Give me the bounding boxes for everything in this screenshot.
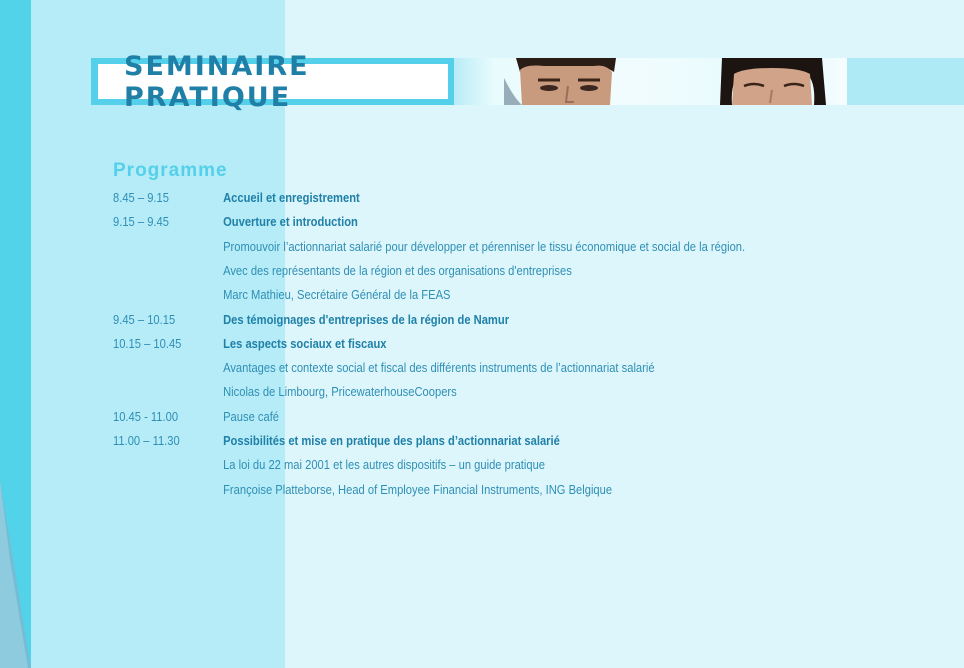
title-inner xyxy=(98,50,448,113)
title-box xyxy=(91,50,454,113)
programme-item-text: Accueil et enregistrement xyxy=(223,190,360,205)
programme-time: 10.15 – 10.45 xyxy=(113,335,182,351)
programme-item-text: Promouvoir l’actionnariat salarié pour développer et pérenniser le tissu économique et social de la région. xyxy=(223,238,746,254)
left-bar-shadow xyxy=(0,0,31,668)
programme-row xyxy=(113,382,457,402)
programme-row xyxy=(113,455,545,475)
programme-row xyxy=(113,480,612,500)
woman-portrait xyxy=(720,58,826,105)
programme-time: 9.15 – 9.45 xyxy=(113,214,169,230)
programme-item-text: La loi du 22 mai 2001 et les autres dispositifs – un guide pratique xyxy=(223,457,546,473)
programme-item-text: Ouverture et introduction xyxy=(223,214,358,230)
programme-item-text: Possibilités et mise en pratique des plans d’actionnariat salarié xyxy=(223,433,560,448)
programme-heading: Programme xyxy=(113,160,228,181)
programme-item-text: Françoise Platteborse, Head of Employee Financial Instruments, ING Belgique xyxy=(223,481,613,497)
programme-time: 8.45 – 9.15 xyxy=(113,190,169,205)
programme-row xyxy=(113,212,358,232)
programme-row xyxy=(113,358,655,378)
programme-time: 10.45 - 11.00 xyxy=(113,408,179,424)
programme-item-text: Nicolas de Limbourg, PricewaterhouseCoopers xyxy=(223,384,457,400)
programme-row xyxy=(113,310,509,330)
programme-row xyxy=(113,237,745,257)
programme-item-text: Les aspects sociaux et fiscaux xyxy=(223,335,387,351)
programme-time: 9.45 – 10.15 xyxy=(113,311,176,327)
programme-row xyxy=(113,285,451,305)
programme-row xyxy=(113,188,360,208)
man-portrait xyxy=(504,58,616,105)
programme-item-text: Pause café xyxy=(223,408,280,424)
seminar-title: SEMINAIRE PRATIQUE xyxy=(124,50,310,113)
programme-time: 11.00 – 11.30 xyxy=(113,433,180,448)
programme-row xyxy=(113,431,560,451)
programme-item-text: Marc Mathieu, Secrétaire Général de la FEAS xyxy=(223,287,451,303)
programme-item-text: Des témoignages d'entreprises de la région de Namur xyxy=(223,311,510,327)
programme-row xyxy=(113,261,572,281)
programme-item-text: Avec des représentants de la région et des organisations d'entreprises xyxy=(223,262,572,278)
portraits-image xyxy=(454,58,847,105)
programme-item-text: Avantages et contexte social et fiscal des différents instruments de l’actionnariat salarié xyxy=(223,360,655,376)
banner-photo xyxy=(454,58,847,105)
programme-row xyxy=(113,334,387,354)
programme-row xyxy=(113,407,279,427)
